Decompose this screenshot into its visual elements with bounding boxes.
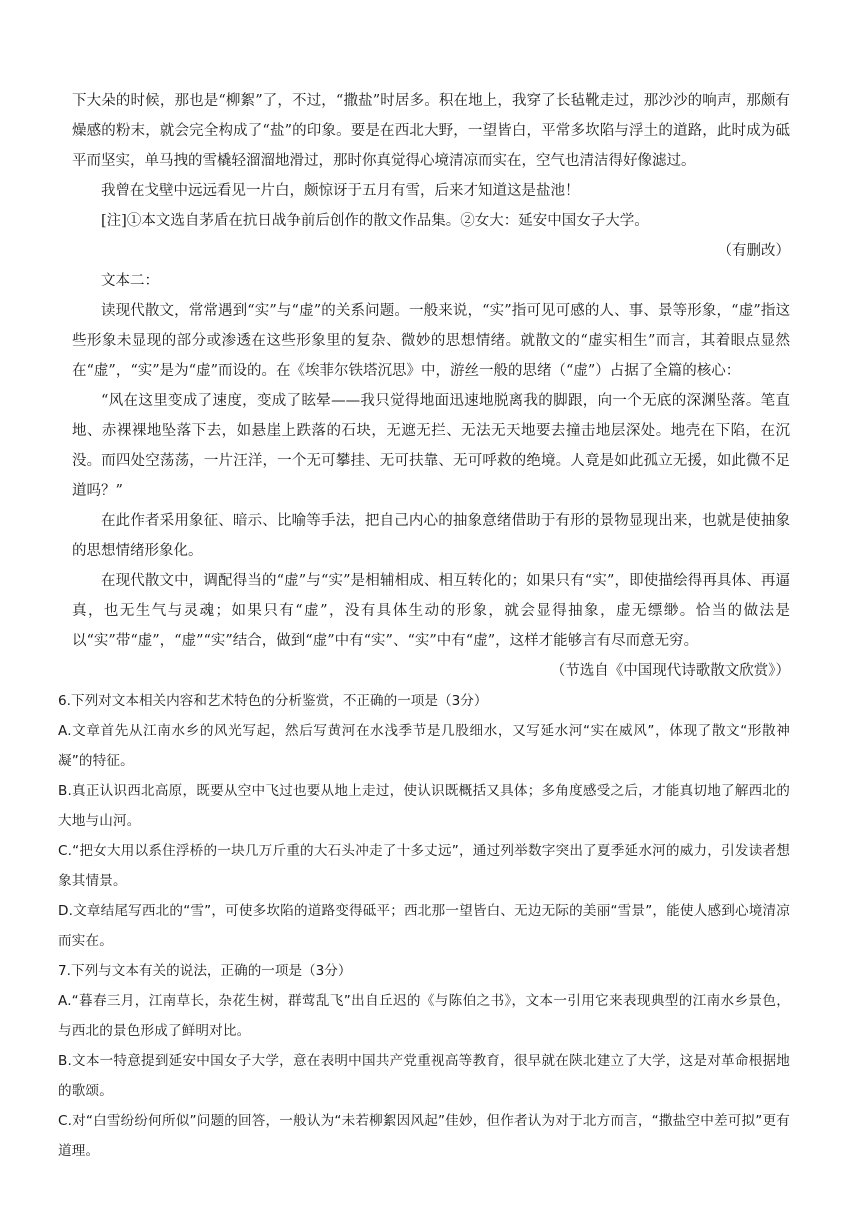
question-7-option-b: B.文本一特意提到延安中国女子大学，意在表明中国共产党重视高等教育，很早就在陕北建立了大学，这是对革命根据地的歌颂。 xyxy=(58,1053,790,1099)
text1-paragraph-salt-lake: 我曾在戈壁中远远看见一片白，颇惊讶于五月有雪，后来才知道这是盐池！ xyxy=(101,183,580,199)
question-6-stem: 6.下列对文本相关内容和艺术特色的分析鉴赏，不正确的一项是（3分） xyxy=(58,693,488,709)
document-page xyxy=(58,0,790,1166)
text1-source: （有删改） xyxy=(717,243,790,259)
text2-paragraph-1: 读现代散文，常常遇到“实”与“虚”的关系问题。一般来说，“实”指可见可感的人、事、景等形象，“虚”指这些形象未显现的部分或渗透在这些形象里的复杂、微妙的思想情绪。就散文的“虚实相生”而言，其着眼点显然在“虚”，“实”是为“虚”而设的。在《埃菲尔铁塔沉思》中，游丝一般的思绪（“虚”）占据了全篇的核心： xyxy=(72,303,790,379)
text1-note: [注]①本文选自茅盾在抗日战争前后创作的散文作品集。②女大：延安中国女子大学。 xyxy=(101,213,649,229)
question-7-option-a: A.“暮春三月，江南草长，杂花生树，群莺乱飞”出自丘迟的《与陈伯之书》，文本一引用它来表现典型的江南水乡景色，与西北的景色形成了鲜明对比。 xyxy=(58,993,790,1039)
text2-source: （节选自《中国现代诗歌散文欣赏》） xyxy=(550,663,790,679)
question-6-option-a: A.文章首先从江南水乡的风光写起，然后写黄河在水浅季节是几股细水，又写延水河“实在威风”，体现了散文“形散神凝”的特征。 xyxy=(58,723,790,769)
question-7-option-c: C.对“白雪纷纷何所似”问题的回答，一般认为“未若柳絮因风起”佳妙，但作者认为对于北方而言，“撒盐空中差可拟”更有道理。 xyxy=(58,1113,790,1159)
text2-heading: 文本二： xyxy=(101,273,159,289)
text2-paragraph-2: 在此作者采用象征、暗示、比喻等手法，把自己内心的抽象意绪借助于有形的景物显现出来，也就是使抽象的思想情绪形象化。 xyxy=(72,513,790,559)
text2-paragraph-3: 在现代散文中，调配得当的“虚”与“实”是相辅相成、相互转化的；如果只有“实”，即使描绘得再具体、再逼真，也无生气与灵魂；如果只有“虚”，没有具体生动的形象，就会显得抽象，虚无缥缈。恰当的做法是以“实”带“虚”，“虚”“实”结合，做到“虚”中有“实”、“实”中有“虚”，这样才能够言有尽而意无穷。 xyxy=(72,573,790,649)
question-6-option-d: D.文章结尾写西北的“雪”，可使多坎陷的道路变得砥平；西北那一望皆白、无边无际的美丽“雪景”，能使人感到心境清凉而实在。 xyxy=(58,903,790,949)
question-6-option-c: C.“把女大用以系住浮桥的一块几万斤重的大石头冲走了十多丈远”，通过列举数字突出了夏季延水河的威力，引发读者想象其情景。 xyxy=(58,843,790,889)
question-6-option-b: B.真正认识西北高原，既要从空中飞过也要从地上走过，使认识既概括又具体；多角度感受之后，才能真切地了解西北的大地与山河。 xyxy=(58,783,790,829)
text1-paragraph-tail: 下大朵的时候，那也是“柳絮”了，不过，“撒盐”时居多。积在地上，我穿了长毡靴走过，那沙沙的响声，那颇有燥感的粉末，就会完全构成了“盐”的印象。要是在西北大野，一望皆白，平常多坎陷与浮土的道路，此时成为砥平而坚实，单马拽的雪橇轻溜溜地滑过，那时你真觉得心境清凉而实在，空气也清洁得好像滤过。 xyxy=(72,93,790,169)
text2-quote: “风在这里变成了速度，变成了眩晕——我只觉得地面迅速地脱离我的脚跟，向一个无底的深渊坠落。笔直地、赤裸裸地坠落下去，如悬崖上跌落的石块，无遮无拦、无法无天地要去撞击地层深处。地壳在下陷，在沉没。而四处空荡荡，一片汪洋，一个无可攀挂、无可扶靠、无可呼救的绝境。人竟是如此孤立无援，如此微不足道吗？” xyxy=(72,393,790,499)
question-7-stem: 7.下列与文本有关的说法，正确的一项是（3分） xyxy=(58,963,352,979)
